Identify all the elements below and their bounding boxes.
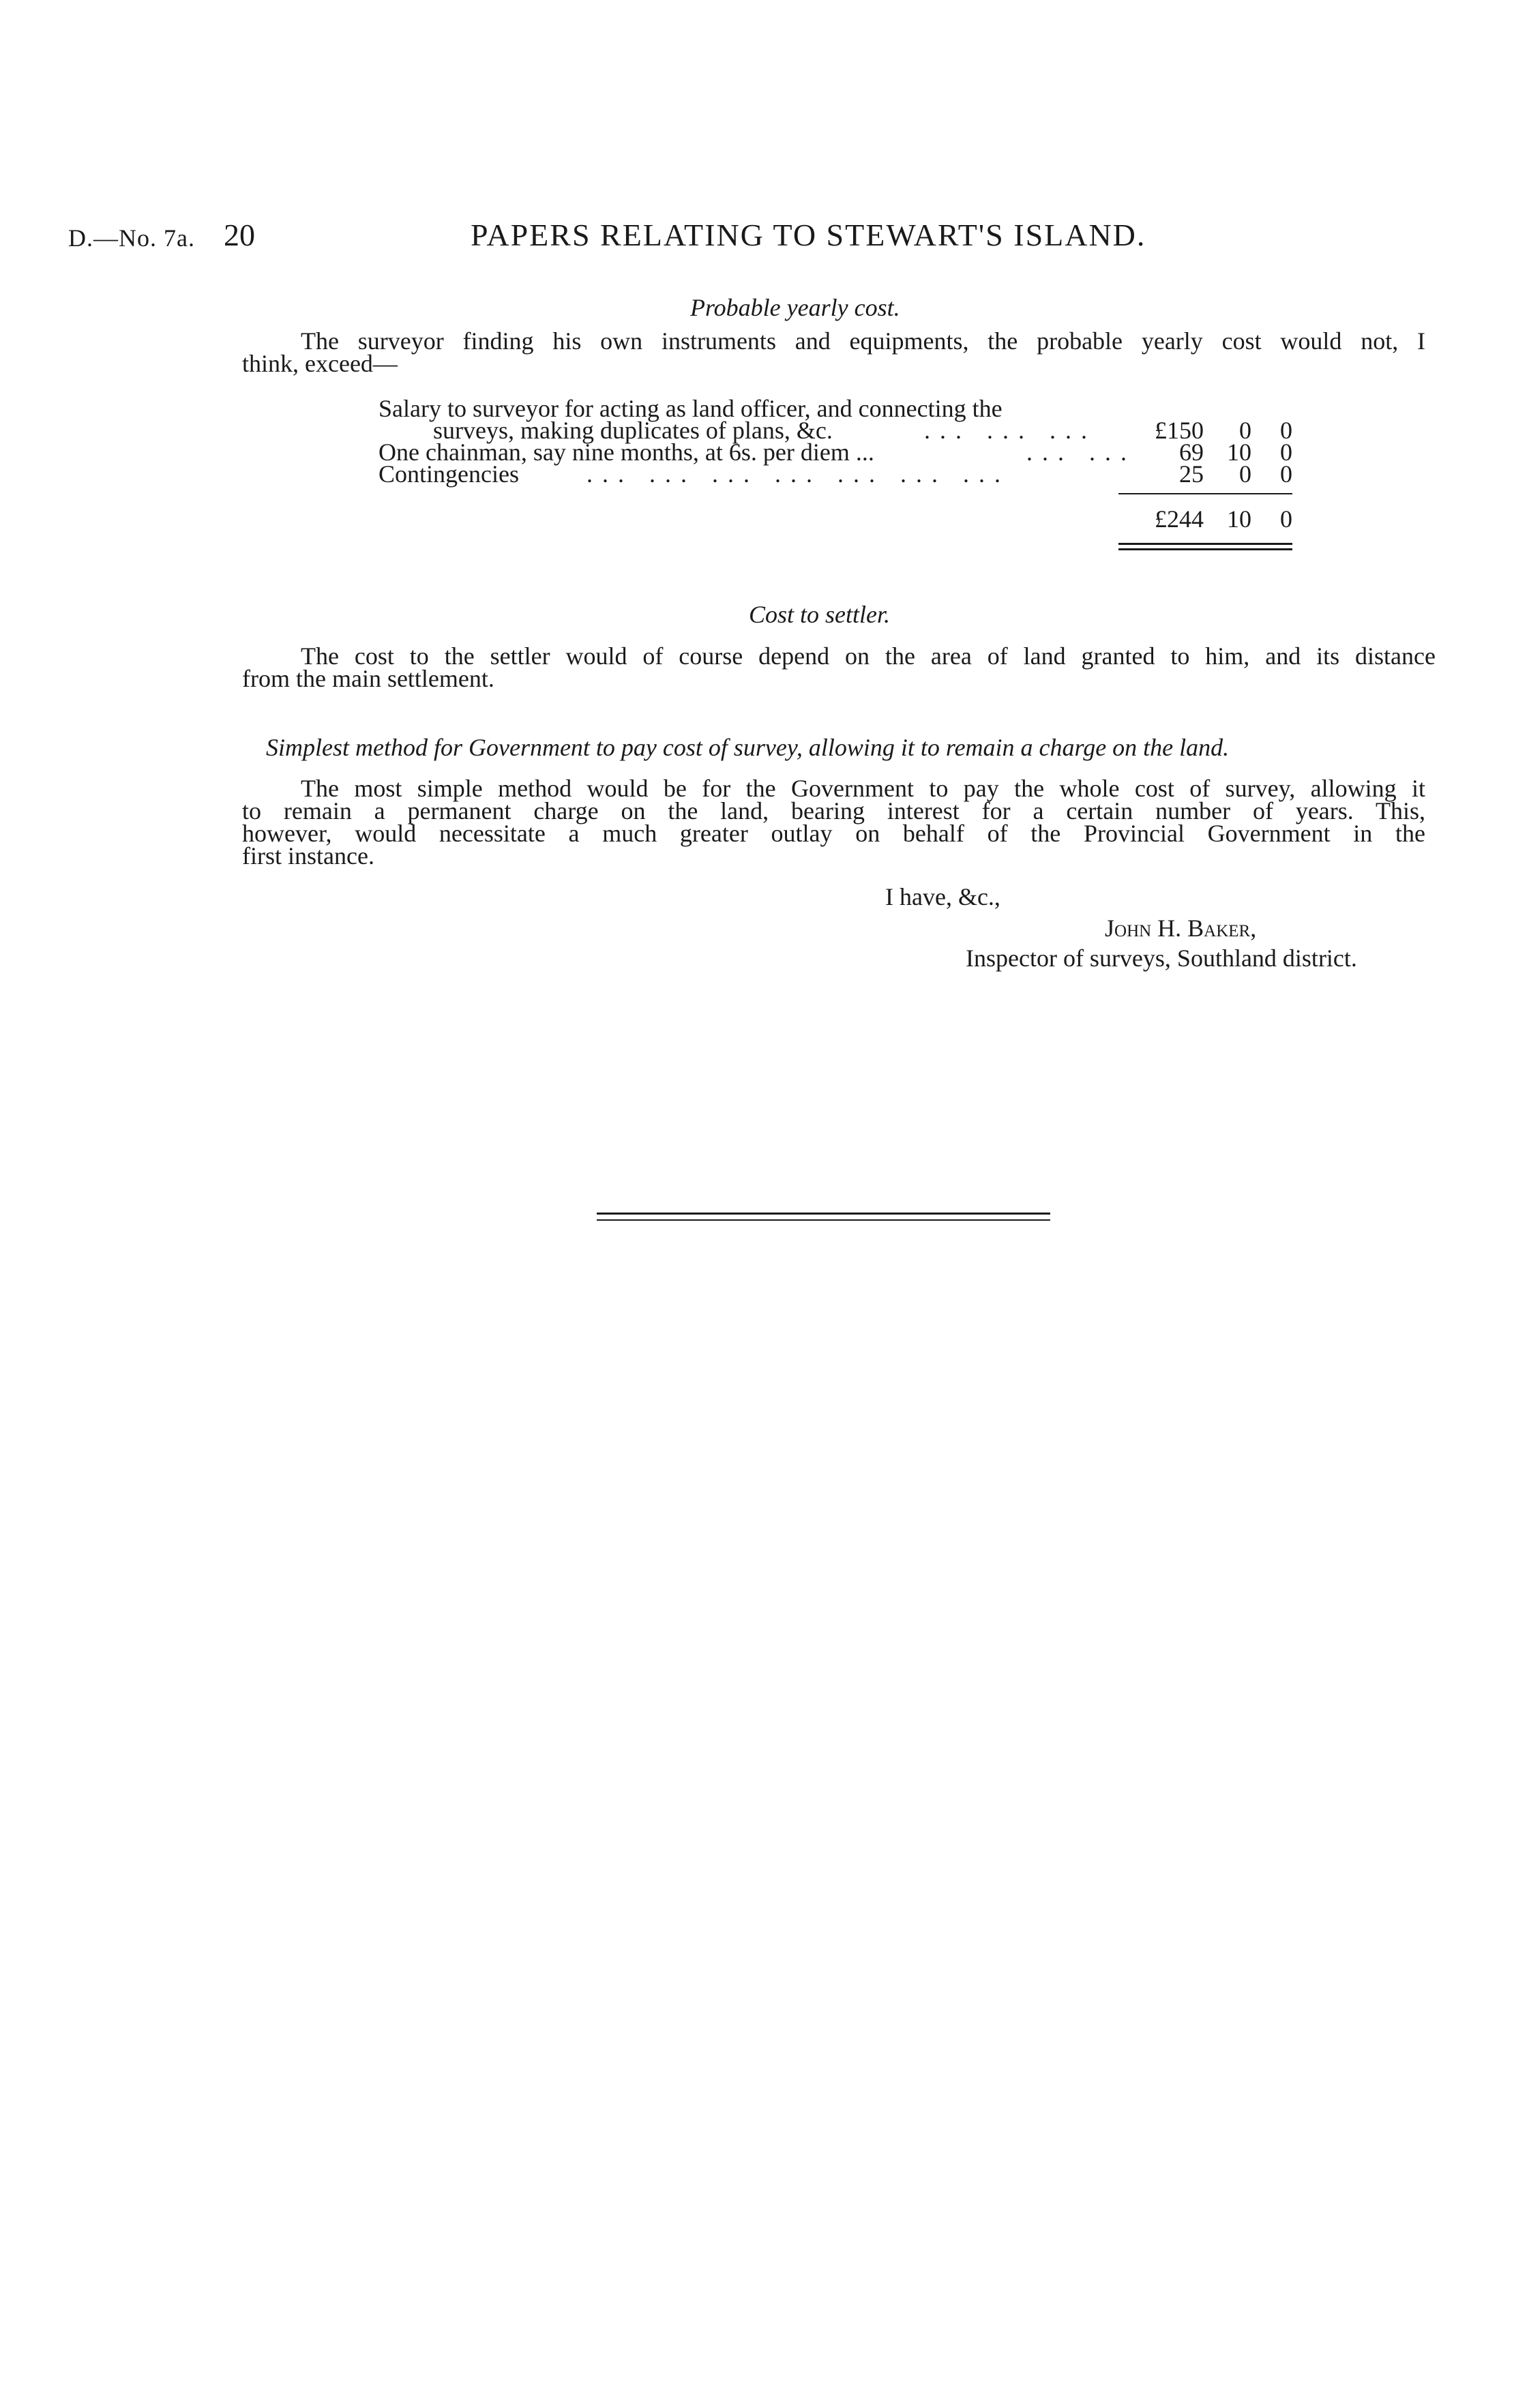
- end-rule-bottom: [597, 1219, 1050, 1221]
- page-header: [68, 217, 1432, 258]
- paragraph-line: to remain a permanent charge on the land, bearing interest for a certain number of years. This,: [242, 797, 1425, 824]
- total-shillings: 10: [1227, 505, 1251, 533]
- paragraph-line: from the main settlement.: [242, 665, 494, 692]
- total-pence: 0: [1280, 505, 1292, 533]
- heading-cost-to-settler: Cost to settler.: [749, 601, 891, 628]
- paragraph-line: The cost to the settler would of course depend on the area of land granted to him, and its distance: [301, 642, 1436, 670]
- row-shillings: 10: [1227, 439, 1251, 466]
- row-shillings: 0: [1239, 417, 1251, 444]
- paragraph-line: think, exceed—: [242, 350, 398, 377]
- table-row: [378, 438, 1292, 466]
- paragraph-line: The surveyor finding his own instruments and equipments, the probable yearly cost would not, I: [301, 327, 1425, 355]
- table-row: [378, 416, 1292, 444]
- paragraph-probable-yearly-cost: [242, 327, 1425, 377]
- paragraph-cost-to-settler: [242, 642, 1436, 692]
- heading-simplest-method: Simplest method for Government to pay cost of survey, allowing it to remain a charge on the land.: [266, 734, 1230, 761]
- document-reference: D.—No. 7a.: [68, 224, 195, 252]
- row-description: Contingencies: [378, 460, 519, 488]
- row-description: surveys, making duplicates of plans, &c.: [433, 417, 833, 444]
- paragraph-line: first instance.: [242, 842, 374, 869]
- row-shillings: 0: [1239, 460, 1251, 488]
- row-pounds: £150: [1155, 417, 1204, 444]
- paragraph-simplest-method: [242, 777, 1425, 867]
- row-pence: 0: [1280, 460, 1292, 488]
- page-title: PAPERS RELATING TO STEWART'S ISLAND.: [471, 218, 1146, 252]
- total-double-rule-top: [1118, 543, 1292, 545]
- signoff-closing: I have, &c.,: [885, 883, 1000, 910]
- table-row-total: [378, 505, 1292, 533]
- table-row: [378, 460, 1292, 488]
- row-pounds: 25: [1179, 460, 1204, 488]
- signoff-name: John H. Baker,: [1105, 915, 1257, 942]
- table-row: [378, 394, 1292, 422]
- paragraph-line: however, would necessitate a much greater outlay on behalf of the Provincial Government in the: [242, 820, 1425, 847]
- paragraph-line: The most simple method would be for the Government to pay the whole cost of survey, allowing it: [301, 775, 1425, 802]
- row-leaders: ... ... ... ... ... ... ...: [587, 460, 1010, 488]
- row-pence: 0: [1280, 417, 1292, 444]
- row-pence: 0: [1280, 439, 1292, 466]
- end-rule-top: [597, 1213, 1050, 1215]
- total-pounds: £244: [1155, 505, 1204, 533]
- row-leaders: ... ...: [1026, 439, 1136, 466]
- row-description: Salary to surveyor for acting as land officer, and connecting the: [378, 395, 1003, 422]
- signoff-title: Inspector of surveys, Southland district.: [966, 945, 1357, 972]
- subtotal-rule: [1118, 493, 1292, 494]
- row-description: One chainman, say nine months, at 6s. per diem ...: [378, 439, 874, 466]
- total-double-rule-bottom: [1118, 548, 1292, 550]
- page-number: 20: [224, 218, 255, 252]
- heading-probable-yearly-cost: Probable yearly cost.: [690, 294, 900, 321]
- row-pounds: 69: [1179, 439, 1204, 466]
- row-leaders: ... ... ...: [924, 417, 1097, 444]
